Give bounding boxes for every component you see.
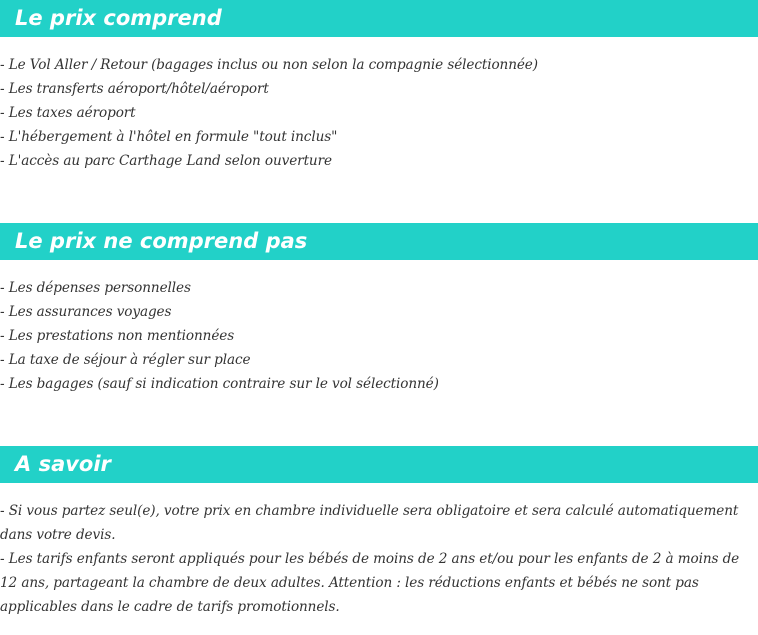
info-paragraph: - Si vous partez seul(e), votre prix en chambre individuelle sera obligatoire et sera calculé automatiquement dans votre devis. (0, 503, 739, 543)
list-item: - Les transferts aéroport/hôtel/aéroport (0, 81, 269, 97)
section-header-prix-comprend (0, 0, 758, 37)
list-item: - Le Vol Aller / Retour (bagages inclus ou non selon la compagnie sélectionnée) (0, 57, 538, 73)
list-item: - L'hébergement à l'hôtel en formule "tout inclus" (0, 129, 338, 145)
list-item: - Les bagages (sauf si indication contraire sur le vol sélectionné) (0, 376, 439, 392)
a-savoir-text (0, 499, 752, 619)
list-item: - Les assurances voyages (0, 304, 172, 320)
section-title: A savoir (15, 452, 111, 476)
list-item: - Les dépenses personnelles (0, 280, 191, 296)
list-item: - L'accès au parc Carthage Land selon ouverture (0, 153, 332, 169)
section-header-a-savoir (0, 446, 758, 483)
section-title: Le prix comprend (15, 6, 222, 30)
list-item: - La taxe de séjour à régler sur place (0, 352, 251, 368)
list-item: - Les taxes aéroport (0, 105, 136, 121)
section-title: Le prix ne comprend pas (15, 229, 308, 253)
list-item: - Les prestations non mentionnées (0, 328, 235, 344)
section-header-prix-ne-comprend-pas (0, 223, 758, 260)
included-list (0, 53, 538, 173)
excluded-list (0, 276, 439, 396)
info-paragraph: - Les tarifs enfants seront appliqués pour les bébés de moins de 2 ans et/ou pour les enfants de 2 à moins de 12 ans, partageant la chambre de deux adultes. Attention : les réductions enfants et bébés ne sont pas applicables dans le cadre de tarifs promotionnels. (0, 551, 740, 615)
